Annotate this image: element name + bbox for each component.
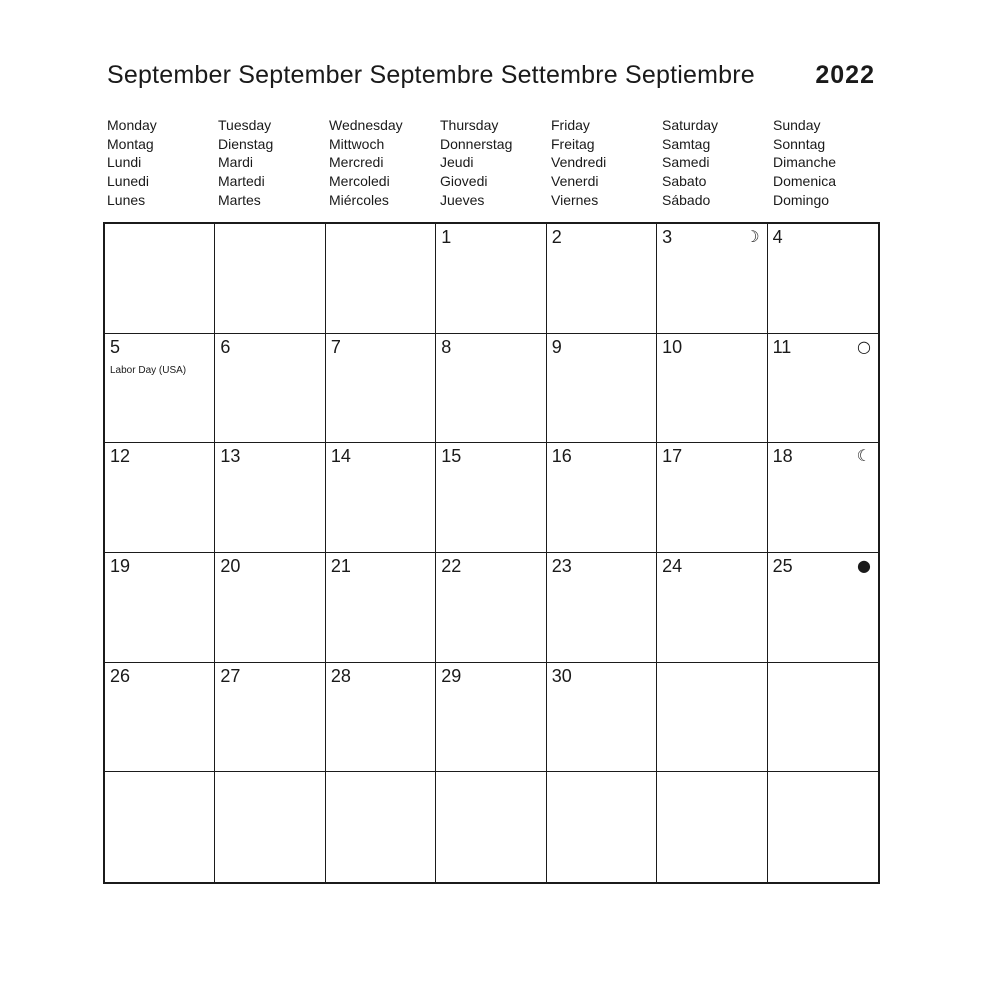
day-cell-30 xyxy=(547,663,657,773)
weekday-name: Freitag xyxy=(551,135,595,152)
day-cell-empty xyxy=(657,663,767,773)
last-quarter-moon-icon: ☾ xyxy=(856,446,871,466)
weekday-header-sunday xyxy=(769,116,880,210)
weekday-header-tuesday xyxy=(214,116,325,210)
weekday-name: Sunday xyxy=(773,117,821,133)
day-cell-header xyxy=(768,443,878,467)
day-cell-empty xyxy=(436,772,546,882)
day-cell-28 xyxy=(326,663,436,773)
day-cell-header xyxy=(326,443,435,467)
weekday-name: Sabato xyxy=(662,173,707,190)
day-cell-header xyxy=(326,334,435,358)
day-cell-13 xyxy=(215,443,325,553)
day-cell-header xyxy=(547,443,656,467)
day-number: 30 xyxy=(551,665,572,686)
day-cell-header xyxy=(547,334,656,358)
day-number: 5 xyxy=(110,336,121,357)
day-cell-header xyxy=(436,663,545,687)
new-moon-icon: ● xyxy=(857,555,871,575)
weekday-header-monday xyxy=(103,116,214,210)
weekday-name: Friday xyxy=(551,117,590,133)
day-number: 8 xyxy=(441,336,452,357)
day-cell-header xyxy=(105,334,214,358)
day-cell-empty xyxy=(657,772,767,882)
weekday-name: Jeudi xyxy=(440,154,474,171)
day-cell-header xyxy=(547,772,656,774)
day-cell-27 xyxy=(215,663,325,773)
day-cell-header xyxy=(436,443,545,467)
day-cell-4 xyxy=(768,224,878,334)
day-cell-empty xyxy=(105,224,215,334)
day-cell-21 xyxy=(326,553,436,663)
day-number: 16 xyxy=(551,446,572,467)
weekday-name: Thursday xyxy=(440,117,499,133)
day-number: 1 xyxy=(441,227,452,247)
weekday-header-saturday xyxy=(658,116,769,210)
day-cell-header xyxy=(768,553,878,577)
weekday-name: Miércoles xyxy=(329,191,389,208)
day-cell-empty xyxy=(547,772,657,882)
day-cell-header xyxy=(326,224,435,226)
day-cell-header xyxy=(768,224,878,248)
day-cell-header xyxy=(215,663,324,687)
day-number: 17 xyxy=(662,446,683,467)
weekday-name: Samtag xyxy=(662,135,711,152)
weekday-header-friday xyxy=(547,116,658,210)
day-cell-9 xyxy=(547,334,657,444)
calendar-grid xyxy=(103,222,880,884)
weekday-name: Sábado xyxy=(662,191,711,208)
day-number: 27 xyxy=(220,665,241,686)
day-cell-empty xyxy=(326,224,436,334)
day-number: 29 xyxy=(441,665,462,686)
day-cell-header xyxy=(215,443,324,467)
year-label: 2022 xyxy=(815,61,875,89)
day-cell-12 xyxy=(105,443,215,553)
day-cell-header xyxy=(436,553,545,577)
day-number: 4 xyxy=(772,227,783,247)
weekday-name: Monday xyxy=(107,117,157,133)
day-number: 13 xyxy=(220,446,241,467)
weekday-name: Jueves xyxy=(440,191,485,208)
weekday-name: Giovedi xyxy=(440,173,488,190)
day-cell-header xyxy=(657,443,766,467)
weekday-name: Montag xyxy=(107,135,154,152)
day-cell-header xyxy=(215,772,324,774)
day-cell-empty xyxy=(326,772,436,882)
weekday-name: Lunedi xyxy=(107,173,150,190)
weekday-name: Viernes xyxy=(551,191,599,208)
day-number: 15 xyxy=(441,446,462,467)
day-cell-18 xyxy=(768,443,878,553)
day-number: 26 xyxy=(110,665,131,686)
day-cell-header xyxy=(105,772,214,774)
weekday-name: Vendredi xyxy=(551,154,607,171)
day-cell-19 xyxy=(105,553,215,663)
day-cell-header xyxy=(547,663,656,687)
day-cell-23 xyxy=(547,553,657,663)
day-cell-24 xyxy=(657,553,767,663)
day-cell-header xyxy=(657,334,766,358)
day-cell-header xyxy=(105,553,214,577)
day-number: 19 xyxy=(110,555,131,576)
first-quarter-moon-icon: ☽ xyxy=(745,227,760,246)
day-cell-empty xyxy=(215,772,325,882)
weekday-name: Mittwoch xyxy=(329,135,385,152)
day-cell-header xyxy=(215,334,324,358)
day-cell-7 xyxy=(326,334,436,444)
day-cell-header xyxy=(768,772,878,774)
day-number: 3 xyxy=(662,227,673,247)
day-number: 21 xyxy=(330,555,351,576)
weekday-name: Martedi xyxy=(218,173,265,190)
weekday-name: Domenica xyxy=(773,173,837,190)
day-cell-header xyxy=(105,224,214,226)
day-number: 6 xyxy=(220,336,231,357)
day-number: 2 xyxy=(551,227,562,247)
day-cell-header xyxy=(326,663,435,687)
day-cell-10 xyxy=(657,334,767,444)
day-cell-empty xyxy=(105,772,215,882)
weekday-name: Saturday xyxy=(662,117,719,133)
weekday-name: Mercredi xyxy=(329,154,384,171)
weekday-name: Domingo xyxy=(773,191,830,208)
day-cell-header xyxy=(768,334,878,358)
day-number: 20 xyxy=(220,555,241,576)
day-number: 10 xyxy=(662,336,683,357)
weekday-name: Dimanche xyxy=(773,154,837,171)
page-title: September September Septembre Settembre Septiembre xyxy=(107,61,755,89)
day-cell-header xyxy=(657,553,766,577)
day-cell-5 xyxy=(105,334,215,444)
day-number: 25 xyxy=(772,555,793,576)
day-cell-header xyxy=(657,224,766,248)
day-cell-20 xyxy=(215,553,325,663)
weekday-name: Wednesday xyxy=(329,117,403,133)
day-cell-26 xyxy=(105,663,215,773)
weekday-header-wednesday xyxy=(325,116,436,210)
weekday-header-thursday xyxy=(436,116,547,210)
day-cell-header xyxy=(657,772,766,774)
day-number: 22 xyxy=(441,555,462,576)
weekday-name: Sonntag xyxy=(773,135,826,152)
day-number: 24 xyxy=(662,555,683,576)
day-cell-14 xyxy=(326,443,436,553)
day-cell-22 xyxy=(436,553,546,663)
day-cell-8 xyxy=(436,334,546,444)
weekday-name: Donnerstag xyxy=(440,135,513,152)
day-cell-15 xyxy=(436,443,546,553)
day-number: 7 xyxy=(330,336,341,357)
weekday-name: Venerdi xyxy=(551,173,599,190)
day-cell-29 xyxy=(436,663,546,773)
weekday-name: Samedi xyxy=(662,154,710,171)
holiday-note: Labor Day (USA) xyxy=(110,364,187,376)
weekday-name: Mercoledi xyxy=(329,173,390,190)
day-cell-empty xyxy=(768,663,878,773)
weekday-name: Dienstag xyxy=(218,135,274,152)
day-cell-25 xyxy=(768,553,878,663)
weekday-header-row xyxy=(103,116,880,210)
day-cell-header xyxy=(215,553,324,577)
day-cell-header xyxy=(436,334,545,358)
day-number: 9 xyxy=(551,336,562,357)
day-cell-header xyxy=(768,663,878,665)
day-number: 18 xyxy=(772,446,793,467)
day-cell-header xyxy=(105,663,214,687)
day-cell-empty xyxy=(215,224,325,334)
day-number: 23 xyxy=(551,555,572,576)
title-row xyxy=(103,61,880,90)
day-cell-header xyxy=(326,553,435,577)
day-cell-11 xyxy=(768,334,878,444)
day-cell-header xyxy=(657,663,766,665)
weekday-name: Lunes xyxy=(107,191,146,208)
weekday-name: Martes xyxy=(218,191,261,208)
day-number: 12 xyxy=(110,446,131,467)
full-moon-icon: ○ xyxy=(857,336,871,356)
day-number: 11 xyxy=(772,336,792,357)
day-cell-header xyxy=(215,224,324,226)
day-cell-17 xyxy=(657,443,767,553)
day-cell-header xyxy=(326,772,435,774)
day-cell-1 xyxy=(436,224,546,334)
day-cell-16 xyxy=(547,443,657,553)
day-number: 28 xyxy=(330,665,351,686)
day-cell-header xyxy=(547,553,656,577)
day-cell-2 xyxy=(547,224,657,334)
day-cell-header xyxy=(436,224,545,248)
day-number: 14 xyxy=(330,446,351,467)
day-cell-header xyxy=(105,443,214,467)
weekday-name: Tuesday xyxy=(218,117,272,133)
weekday-name: Lundi xyxy=(107,154,142,171)
day-cell-header xyxy=(436,772,545,774)
day-cell-header xyxy=(547,224,656,248)
day-cell-6 xyxy=(215,334,325,444)
day-cell-empty xyxy=(768,772,878,882)
day-cell-3 xyxy=(657,224,767,334)
weekday-name: Mardi xyxy=(218,154,254,171)
